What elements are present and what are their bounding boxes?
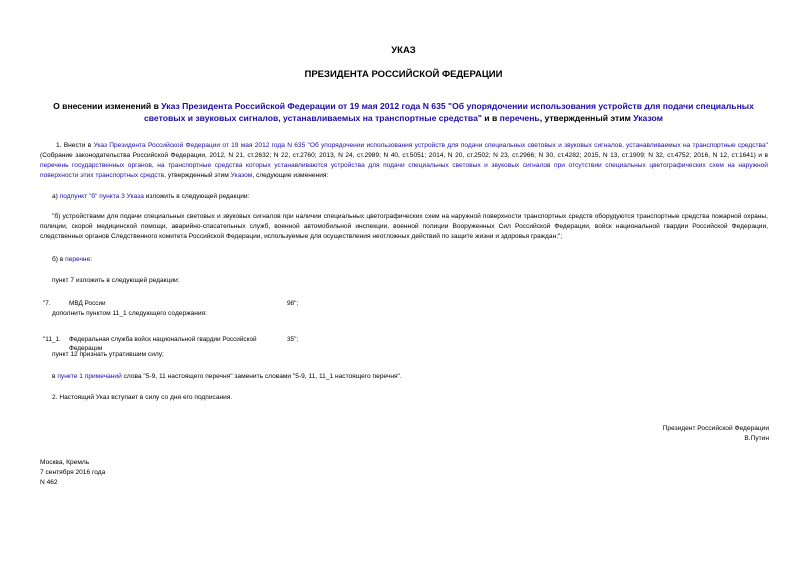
subparagraph-a: [52, 192, 752, 202]
row-7-text: МВД России: [69, 300, 106, 307]
p1-link-ukaz[interactable]: Указ Президента Российской Федерации от 19 мая 2012 года N 635 "Об упорядочении использования устройств для подачи специальных световых и звуковых сигналов, устанавливаемых на транспортные средства": [93, 142, 768, 149]
signature-name: В.Путин: [744, 435, 769, 442]
p1-link-ukazom[interactable]: Указом: [230, 172, 253, 179]
pb-suffix: :: [90, 256, 93, 263]
quote-b: "б) устройствами для подачи специальных световых и звуковых сигналов при наличии специальных цветографических схем на наружной поверхности транспортных средств оборудуются транспортные средства пожарной охраны, полиции, скорой медицинской помощи, аварийно-спасательных служб, военной автомобильной инспекции, военной полиции Вооруженных Сил Российской Федерации, войск национальной гвардии Российской Федерации, следственных органов Следственного комитета Российской Федерации, используемые для осуществления неотложных действий по защите жизни и здоровья граждан;";: [40, 213, 768, 240]
place-city: Москва, Кремль: [40, 459, 90, 466]
doc-heading-ukaz: УКАЗ: [391, 45, 416, 56]
point-12-text: пункт 12 признать утратившим силу;: [52, 351, 164, 358]
note-change: [52, 373, 402, 380]
doc-title-link-perechen[interactable]: перечень: [499, 113, 540, 123]
doc-title: [36, 100, 771, 124]
doc-title-link-ukaz[interactable]: Указ Президента Российской Федерации от 19 мая 2012 года N 635 "Об упорядочении использования устройств для подачи специальных световых и звуковых сигналов, устанавливаемых на транспортные средства": [143, 101, 754, 123]
doc-title-link-ukazom[interactable]: Указом: [633, 113, 663, 123]
doc-title-suffix: , утвержденный этим: [539, 113, 634, 123]
row-11-1-number: "11_1.: [43, 336, 61, 343]
point-7-intro: пункт 7 изложить в следующей редакции:: [52, 277, 180, 284]
doc-title-mid: и в: [481, 113, 500, 123]
note-link[interactable]: пункте 1 примечаний: [57, 373, 122, 380]
row-11-1-text: Федеральная служба войск национальной гвардии Российской Федерации: [69, 336, 257, 352]
p1-text3: , следующие изменения:: [252, 172, 329, 179]
doc-title-prefix: О внесении изменений в: [53, 101, 162, 111]
note-suffix: слова "5-9, 11 настоящего перечня" заменить словами "5-9, 11, 11_1 настоящего перечня".: [121, 373, 402, 380]
pa-link[interactable]: подпункт "б" пункта 3 Указа: [59, 193, 144, 200]
row-7-number: "7.: [43, 300, 51, 307]
pb-link[interactable]: перечне: [65, 256, 91, 263]
subparagraph-b: [52, 255, 752, 265]
row-11-1-value: 35";: [287, 336, 299, 343]
place-date: 7 сентября 2016 года: [40, 469, 106, 476]
p1-text1: (Собрание законодательства Российской Федерации, 2012, N 21, ст.2632; N 22, ст.2760; 2013, N 24, ст.2989; N 40, ст.5051; 2014, N 20, ст.2502; N 23, ст.2966; N 30, ст.4282; 2015, N 13, ст.1909; N 32, ст.4752; 2016, N 12, ст.1641) и в: [40, 152, 768, 159]
pb-prefix: б) в: [52, 256, 66, 263]
signature-position: Президент Российской Федерации: [662, 425, 769, 432]
paragraph-1: [40, 141, 768, 181]
paragraph-2: 2. Настоящий Указ вступает в силу со дня его подписания.: [52, 394, 233, 401]
p1-prefix: 1. Внести в: [56, 142, 94, 149]
p1-link-perechen[interactable]: перечень государственных органов, на транспортные средства которых устанавливаются устройства для подачи специальных световых и звуковых сигналов при отсутствии специальных цветографических схем на наружной поверхности этих транспортных средств: [40, 162, 768, 179]
note-prefix: в: [52, 373, 58, 380]
place-number: N 462: [40, 479, 58, 486]
place-date-block: [40, 458, 105, 488]
p1-text2: , утвержденный этим: [164, 172, 231, 179]
add-point-intro: дополнить пунктом 11_1 следующего содержания:: [52, 310, 207, 317]
doc-heading-president: ПРЕЗИДЕНТА РОССИЙСКОЙ ФЕДЕРАЦИИ: [304, 69, 503, 80]
row-7-value: 98";: [287, 300, 299, 307]
pa-prefix: а): [52, 193, 60, 200]
pa-suffix: изложить в следующей редакции:: [143, 193, 250, 200]
